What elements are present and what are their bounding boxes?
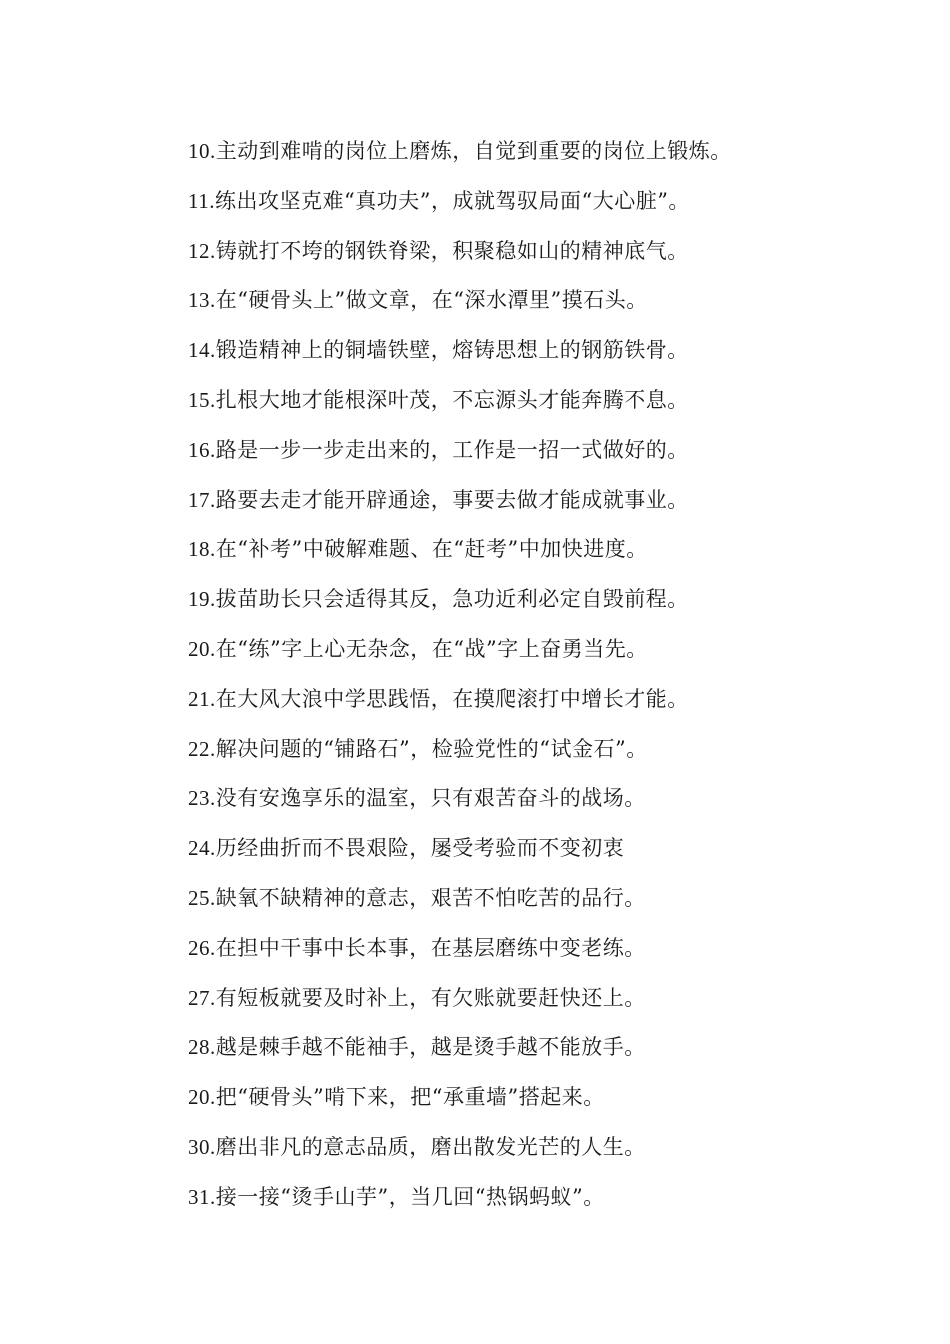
list-item — [188, 531, 928, 581]
item-text: 路要去走才能开辟通途，事要去做才能成就事业。 — [215, 487, 689, 512]
item-number: 19. — [188, 587, 216, 612]
item-number: 14. — [188, 338, 216, 363]
list-item — [188, 482, 928, 532]
item-text: 铸就打不垮的钢铁脊梁，积聚稳如山的精神底气。 — [215, 238, 689, 263]
item-number: 27. — [188, 985, 216, 1010]
list-item — [188, 282, 928, 332]
list-item — [188, 980, 928, 1030]
phrase-list — [188, 133, 928, 1229]
item-text: 主动到难啃的岗位上磨炼，自觉到重要的岗位上锻炼。 — [215, 139, 732, 163]
item-text: 历经曲折而不畏艰险，屡受考验而不变初衷 — [215, 836, 625, 861]
item-number: 13. — [188, 288, 216, 313]
list-item — [188, 1179, 928, 1229]
list-item — [188, 233, 928, 283]
item-text: 路是一步一步走出来的，工作是一招一式做好的。 — [215, 437, 689, 462]
list-item — [188, 681, 928, 731]
list-item — [188, 631, 928, 681]
item-number: 21. — [188, 686, 216, 711]
list-item — [188, 830, 928, 880]
item-number: 31. — [188, 1184, 216, 1209]
list-item — [188, 1029, 928, 1079]
list-item — [188, 332, 928, 382]
list-item — [188, 1129, 928, 1179]
item-text: 在担中干事中长本事，在基层磨练中变老练。 — [215, 935, 646, 960]
item-number: 16. — [188, 437, 216, 462]
item-text: 磨出非凡的意志品质，磨出散发光芒的人生。 — [215, 1134, 646, 1159]
item-text: 没有安逸享乐的温室，只有艰苦奋斗的战场。 — [215, 786, 646, 811]
item-number: 20. — [188, 636, 216, 661]
list-item — [188, 581, 928, 631]
item-text: 锻造精神上的铜墙铁壁，熔铸思想上的钢筋铁骨。 — [215, 338, 689, 363]
list-item — [188, 382, 928, 432]
item-text: 练出攻坚克难“真功夫”，成就驾驭局面“大心脏”。 — [214, 188, 690, 213]
item-text: 拔苗助长只会适得其反，急功近利必定自毁前程。 — [215, 587, 689, 612]
list-item — [188, 432, 928, 482]
list-item — [188, 183, 928, 233]
item-number: 10. — [188, 139, 216, 163]
item-number: 22. — [188, 736, 216, 761]
item-number: 30. — [188, 1134, 216, 1159]
item-text: 在“硬骨头上”做文章，在“深水潭里”摸石头。 — [215, 288, 648, 313]
item-text: 扎根大地才能根深叶茂，不忘源头才能奔腾不息。 — [215, 387, 689, 412]
item-number: 28. — [188, 1035, 216, 1060]
item-number: 24. — [188, 836, 216, 861]
list-item — [188, 133, 928, 183]
item-text: 在“补考”中破解难题、在“赶考”中加快进度。 — [215, 537, 648, 562]
list-item — [188, 1079, 928, 1129]
item-number: 20. — [188, 1085, 216, 1110]
item-number: 26. — [188, 935, 216, 960]
item-number: 25. — [188, 885, 216, 910]
list-item — [188, 731, 928, 781]
item-number: 12. — [188, 238, 216, 263]
item-text: 在“练”字上心无杂念，在“战”字上奋勇当先。 — [215, 636, 648, 661]
item-text: 把“硬骨头”啃下来，把“承重墙”搭起来。 — [215, 1085, 605, 1110]
item-text: 缺氧不缺精神的意志，艰苦不怕吃苦的品行。 — [215, 885, 646, 910]
list-item — [188, 780, 928, 830]
list-item — [188, 880, 928, 930]
item-number: 17. — [188, 487, 216, 512]
item-text: 在大风大浪中学思践悟，在摸爬滚打中增长才能。 — [215, 686, 689, 711]
item-text: 越是棘手越不能袖手，越是烫手越不能放手。 — [215, 1035, 646, 1060]
item-text: 接一接“烫手山芋”，当几回“热锅蚂蚁”。 — [215, 1184, 605, 1209]
item-number: 23. — [188, 786, 216, 811]
item-text: 解决问题的“铺路石”，检验党性的“试金石”。 — [215, 736, 648, 761]
item-number: 18. — [188, 537, 216, 562]
item-text: 有短板就要及时补上，有欠账就要赶快还上。 — [215, 985, 646, 1010]
item-number: 11. — [188, 188, 215, 213]
item-number: 15. — [188, 387, 216, 412]
list-item — [188, 930, 928, 980]
